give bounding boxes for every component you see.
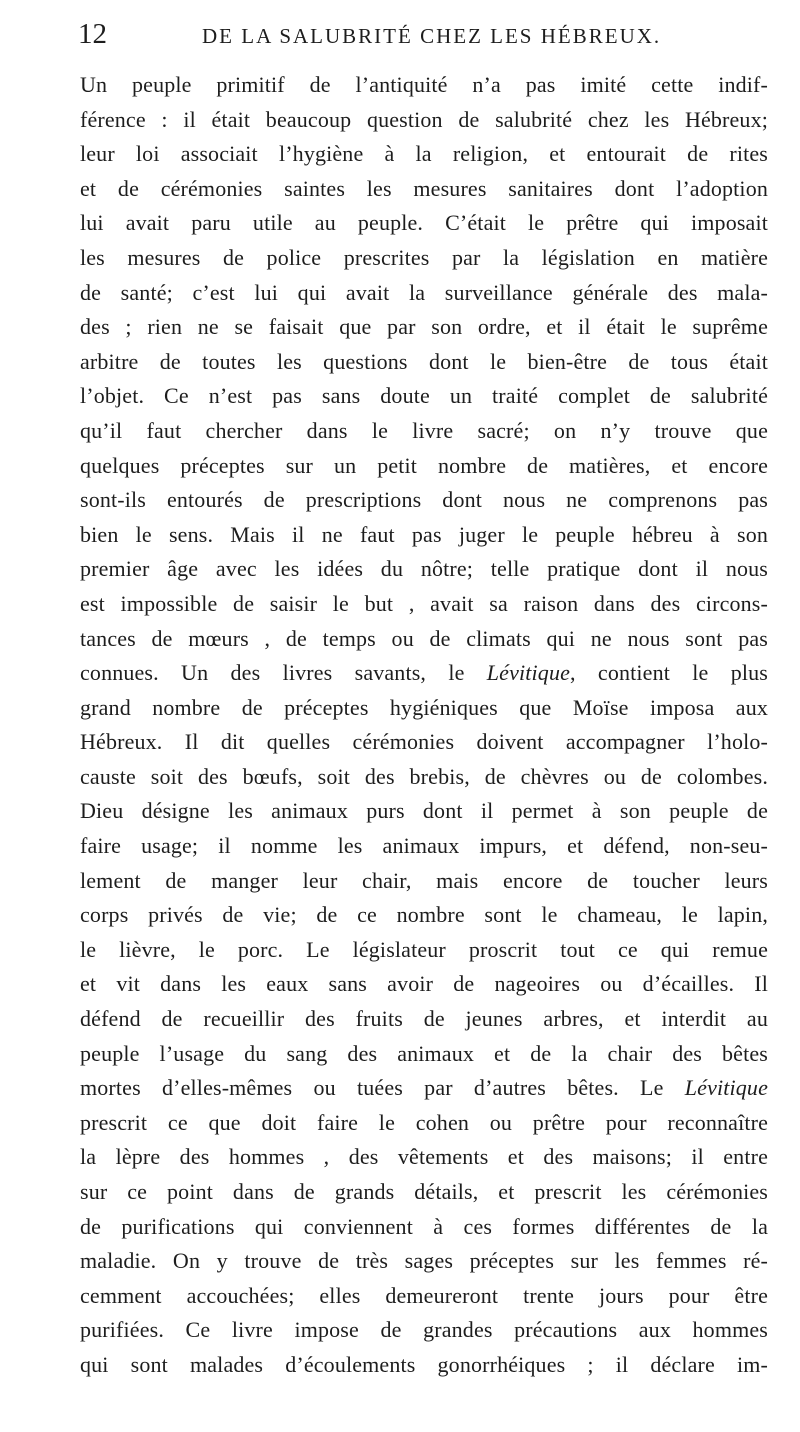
text-line	[80, 414, 768, 449]
italic-title: Lévitique	[684, 1075, 768, 1101]
text-segment: mortes d’elles-mêmes ou tuées par d’autres bêtes. Le	[80, 1075, 685, 1101]
text-line	[80, 691, 768, 726]
text-line	[80, 587, 768, 622]
text-line	[80, 1175, 768, 1210]
text-line	[80, 967, 768, 1002]
text-segment: des ; rien ne se faisait que par son ordre, et il était le suprême	[80, 314, 768, 340]
text-line	[80, 1244, 768, 1279]
running-title: DE LA SALUBRITÉ CHEZ LES HÉBREUX.	[202, 24, 662, 48]
text-line	[80, 1140, 768, 1175]
text-line	[80, 656, 768, 691]
text-line	[80, 933, 768, 968]
text-line	[80, 1279, 768, 1314]
text-segment: de santé; c’est lui qui avait la surveillance générale des mala-	[80, 279, 768, 305]
text-segment: premier âge avec les idées du nôtre; telle pratique dont il nous	[80, 556, 768, 582]
text-line	[80, 552, 768, 587]
text-segment: prescrit ce que doit faire le cohen ou prêtre pour reconnaître	[80, 1109, 768, 1135]
italic-title: Lévitique	[486, 660, 571, 686]
text-segment: et vit dans les eaux sans avoir de nageoires ou d’écailles. Il	[80, 971, 768, 997]
text-segment: est impossible de saisir le but , avait sa raison dans des circons-	[80, 590, 768, 616]
text-line	[80, 1210, 768, 1245]
text-segment: Dieu désigne les animaux purs dont il permet à son peuple de	[80, 798, 768, 824]
text-segment: connues. Un des livres savants, le	[80, 660, 487, 686]
text-line	[80, 276, 768, 311]
text-segment: , contient le plus	[570, 660, 768, 686]
text-segment: et de cérémonies saintes les mesures sanitaires dont l’adoption	[80, 175, 768, 201]
text-segment: purifiées. Ce livre impose de grandes précautions aux hommes	[80, 1317, 768, 1343]
text-line	[80, 345, 768, 380]
text-line	[80, 483, 768, 518]
text-segment: quelques préceptes sur un petit nombre de matières, et encore	[80, 452, 768, 478]
text-segment: arbitre de toutes les questions dont le bien-être de tous était	[80, 348, 768, 374]
text-line	[80, 137, 768, 172]
text-line	[80, 379, 768, 414]
text-segment: la lèpre des hommes , des vêtements et des maisons; il entre	[80, 1144, 768, 1170]
text-line	[80, 449, 768, 484]
text-line	[80, 1106, 768, 1141]
text-line	[80, 206, 768, 241]
text-line	[80, 518, 768, 553]
text-segment: bien le sens. Mais il ne faut pas juger le peuple hébreu à son	[80, 521, 768, 547]
text-line	[80, 898, 768, 933]
text-line	[80, 1348, 768, 1383]
text-line	[80, 1071, 768, 1106]
text-line	[80, 864, 768, 899]
running-header	[78, 18, 760, 52]
text-segment: qui sont malades d’écoulements gonorrhéiques ; il déclare im-	[80, 1351, 768, 1377]
text-line	[80, 1002, 768, 1037]
text-segment: tances de mœurs , de temps ou de climats qui ne nous sont pas	[80, 625, 768, 651]
text-line	[80, 622, 768, 657]
text-segment: cemment accouchées; elles demeureront trente jours pour être	[80, 1282, 768, 1308]
body-text	[80, 68, 768, 1383]
text-segment: maladie. On y trouve de très sages préceptes sur les femmes ré-	[80, 1248, 768, 1274]
text-segment: défend de recueillir des fruits de jeunes arbres, et interdit au	[80, 1006, 768, 1032]
text-segment: corps privés de vie; de ce nombre sont le chameau, le lapin,	[80, 902, 768, 928]
text-segment: de purifications qui conviennent à ces formes différentes de la	[80, 1213, 768, 1239]
text-line	[80, 310, 768, 345]
text-segment: lui avait paru utile au peuple. C’était le prêtre qui imposait	[80, 210, 768, 236]
text-line	[80, 172, 768, 207]
text-line	[80, 241, 768, 276]
text-segment: sur ce point dans de grands détails, et prescrit les cérémonies	[80, 1179, 768, 1204]
text-segment: Un peuple primitif de l’antiquité n’a pas imité cette indif-	[80, 72, 768, 97]
text-segment: l’objet. Ce n’est pas sans doute un traité complet de salubrité	[80, 383, 768, 409]
text-segment: Hébreux. Il dit quelles cérémonies doivent accompagner l’holo-	[80, 729, 768, 755]
text-line	[80, 1037, 768, 1072]
text-segment: sont-ils entourés de prescriptions dont nous ne comprenons pas	[80, 487, 768, 513]
text-line	[80, 794, 768, 829]
text-segment: causte soit des bœufs, soit des brebis, de chèvres ou de colombes.	[80, 763, 768, 789]
text-line	[80, 829, 768, 864]
text-segment: leur loi associait l’hygiène à la religion, et entourait de rites	[80, 141, 768, 167]
text-segment: grand nombre de préceptes hygiéniques que Moïse imposa aux	[80, 694, 768, 720]
page-number: 12	[78, 18, 107, 50]
text-line	[80, 1313, 768, 1348]
text-line	[80, 103, 768, 138]
text-segment: le lièvre, le porc. Le législateur proscrit tout ce qui remue	[80, 936, 768, 962]
text-segment: lement de manger leur chair, mais encore de toucher leurs	[80, 867, 768, 893]
text-segment: férence : il était beaucoup question de salubrité chez les Hébreux;	[80, 106, 768, 132]
text-segment: peuple l’usage du sang des animaux et de la chair des bêtes	[80, 1040, 768, 1066]
text-line	[80, 68, 768, 103]
text-line	[80, 725, 768, 760]
text-segment: faire usage; il nomme les animaux impurs, et défend, non-seu-	[80, 833, 768, 859]
text-segment: les mesures de police prescrites par la législation en matière	[80, 244, 768, 270]
text-line	[80, 760, 768, 795]
text-segment: qu’il faut chercher dans le livre sacré; on n’y trouve que	[80, 417, 768, 443]
